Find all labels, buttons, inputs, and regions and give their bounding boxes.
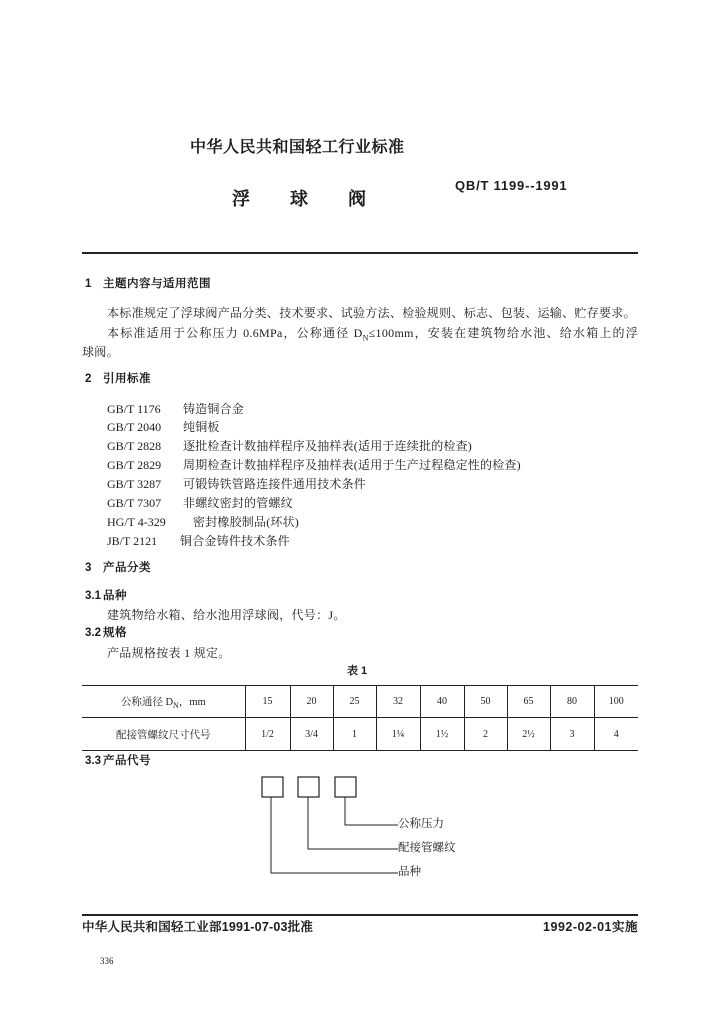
table-cell: 100 — [594, 686, 638, 718]
table-row — [82, 686, 638, 718]
approval-statement: 中华人民共和国轻工业部1991-07-03批准 — [82, 920, 314, 934]
reference-title: 可锻铸铁管路连接件通用技术条件 — [183, 477, 367, 491]
reference-code: GB/T 7307 — [107, 496, 162, 510]
diagram-label-thread: 配接管螺纹 — [398, 842, 456, 854]
section-3-1-text: 建筑物给水箱、给水池用浮球阀，代号：J。 — [107, 608, 346, 622]
code-box-variety — [262, 777, 283, 797]
section-1-paragraph-1: 本标准规定了浮球阀产品分类、技术要求、试验方法、检验规则、标志、包装、运输、贮存要求。 — [107, 306, 636, 320]
reference-code: GB/T 2829 — [107, 458, 162, 472]
section-1-number: 1 — [85, 278, 92, 290]
section-2-number: 2 — [85, 373, 92, 385]
table-cell: 65 — [507, 686, 550, 718]
reference-code: HG/T 4-329 — [107, 515, 166, 529]
document-title: 浮球阀 — [232, 189, 406, 209]
section-3-2-number: 3.2 — [85, 627, 101, 639]
row-label-thread-size: 配接管螺纹尺寸代号 — [82, 718, 245, 751]
header-rule — [82, 252, 638, 254]
footer-rule — [82, 914, 638, 916]
reference-title: 周期检查计数抽样程序及抽样表(适用于生产过程稳定性的检查) — [183, 458, 521, 472]
table-cell: 2½ — [507, 718, 550, 751]
table-cell: 50 — [464, 686, 507, 718]
reference-code: GB/T 1176 — [107, 402, 161, 416]
row-label-nominal-diameter — [82, 686, 245, 718]
table-cell: 1 — [333, 718, 376, 751]
table-cell: 32 — [376, 686, 420, 718]
reference-code: GB/T 2040 — [107, 420, 162, 434]
leader-line-thread — [308, 797, 398, 849]
page-number: 336 — [100, 956, 114, 966]
reference-code: JB/T 2121 — [107, 534, 158, 548]
table-cell: 4 — [594, 718, 638, 751]
table-cell: 2 — [464, 718, 507, 751]
table-cell: 80 — [550, 686, 594, 718]
table-cell: 1½ — [420, 718, 464, 751]
section-1-paragraph-2-continuation: 球阀。 — [82, 345, 119, 359]
section-3-1-heading: 品种 — [103, 590, 127, 602]
reference-code: GB/T 3287 — [107, 477, 162, 491]
label-unit: ，mm — [178, 697, 206, 708]
reference-title: 密封橡胶制品(环状) — [193, 515, 299, 529]
standard-number: QB/T 1199--1991 — [455, 178, 568, 193]
specification-table — [82, 685, 638, 751]
section-3-heading: 产品分类 — [103, 562, 151, 574]
issuing-body-title: 中华人民共和国轻工行业标准 — [190, 139, 405, 156]
section-1-paragraph-2 — [107, 326, 638, 343]
leader-line-pressure — [345, 797, 398, 825]
reference-title: 纯铜板 — [183, 420, 220, 434]
section-3-2-text: 产品规格按表 1 规定。 — [107, 646, 231, 660]
section-1-heading: 主题内容与适用范围 — [103, 278, 211, 290]
table-cell: 20 — [290, 686, 333, 718]
reference-title: 非螺纹密封的管螺纹 — [183, 496, 293, 510]
code-box-pressure — [335, 777, 356, 797]
section-3-number: 3 — [85, 562, 92, 574]
section-3-2-heading: 规格 — [103, 627, 127, 639]
section-2-heading: 引用标准 — [103, 373, 151, 385]
table-cell: 15 — [245, 686, 290, 718]
reference-title: 铜合金铸件技术条件 — [180, 534, 290, 548]
reference-title: 铸造铜合金 — [183, 402, 245, 416]
table-caption: 表 1 — [347, 665, 368, 677]
table-cell: 25 — [333, 686, 376, 718]
reference-title: 逐批检查计数抽样程序及抽样表(适用于连续批的检查) — [183, 439, 472, 453]
section-3-3-number: 3.3 — [85, 755, 101, 767]
section-3-1-number: 3.1 — [85, 590, 101, 602]
table-cell: 3 — [550, 718, 594, 751]
leader-line-variety — [271, 797, 398, 873]
paragraph-2-text-a: 本标准适用于公称压力 0.6MPa，公称通径 D — [107, 326, 363, 340]
diagram-label-variety: 品种 — [398, 866, 421, 878]
table-cell: 3/4 — [290, 718, 333, 751]
paragraph-2-text-b: ≤100mm，安装在建筑物给水池、给水箱上的浮 — [368, 326, 638, 340]
table-cell: 1/2 — [245, 718, 290, 751]
product-code-diagram — [255, 770, 405, 880]
table-cell: 1¼ — [376, 718, 420, 751]
code-box-thread — [298, 777, 319, 797]
table-cell: 40 — [420, 686, 464, 718]
effective-date: 1992-02-01实施 — [543, 920, 638, 934]
diagram-label-pressure: 公称压力 — [398, 818, 444, 830]
subscript-n: N — [362, 333, 369, 343]
subscript-n: N — [173, 701, 179, 711]
table-row — [82, 718, 638, 751]
reference-code: GB/T 2828 — [107, 439, 162, 453]
label-text: 公称通径 D — [120, 697, 174, 708]
section-3-3-heading: 产品代号 — [103, 755, 151, 767]
